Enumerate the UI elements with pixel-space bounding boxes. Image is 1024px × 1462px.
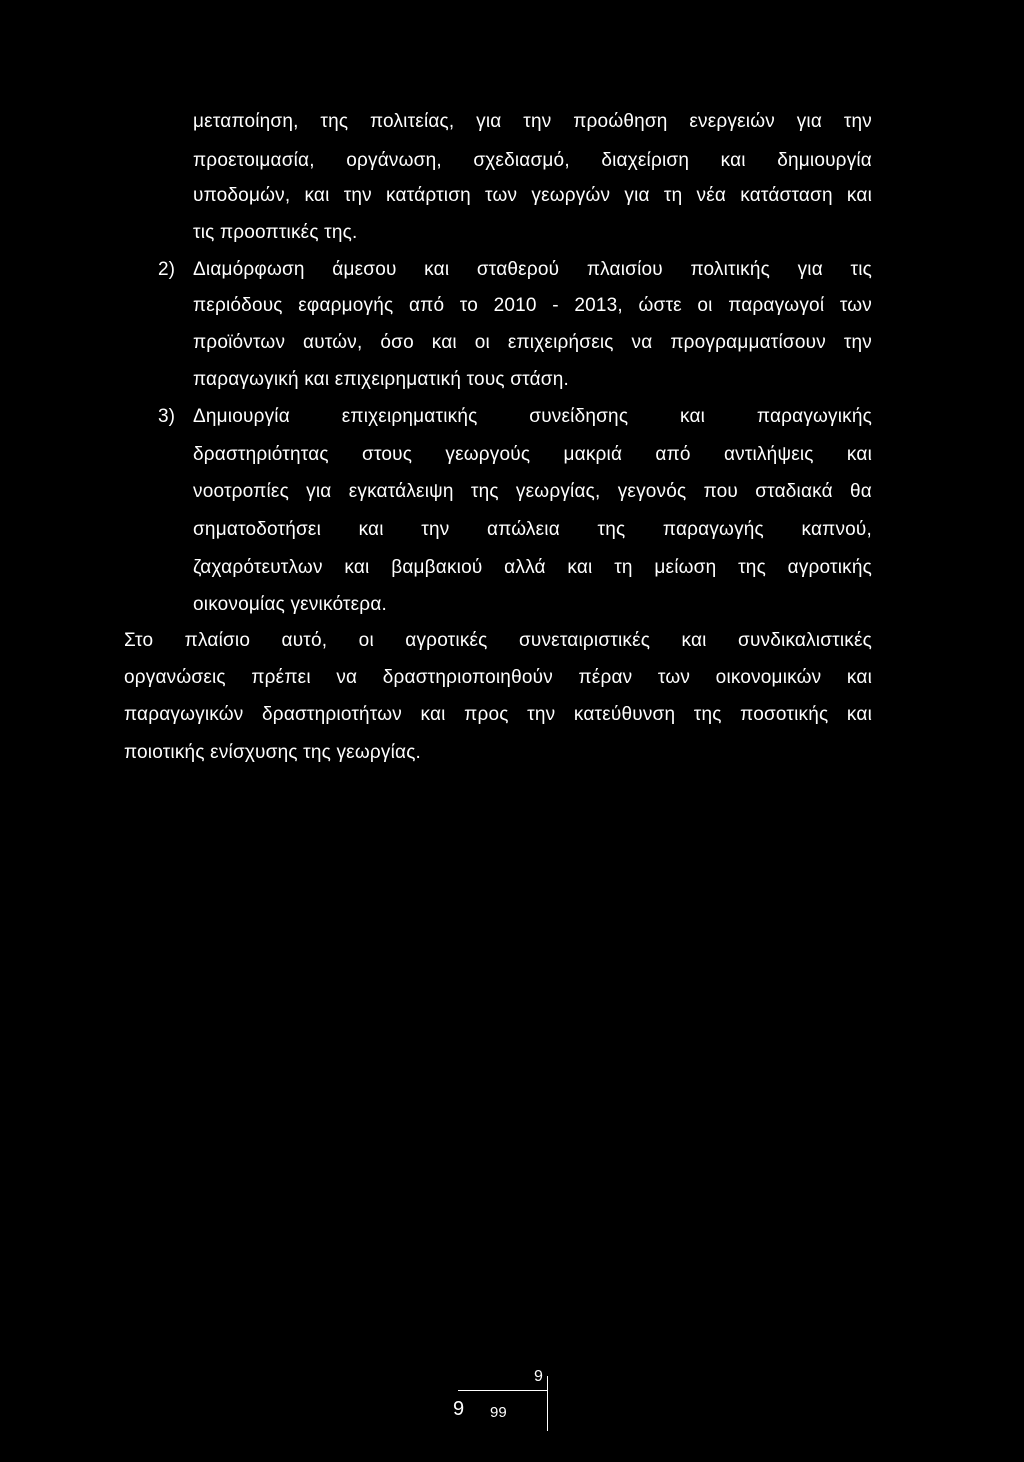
item2-line-2: περιόδους εφαρμογής από το 2010 - 2013, ώστε οι παραγωγοί των [193, 295, 872, 316]
item3-line-5: ζαχαρότευτλων και βαμβακιού αλλά και τη μείωση της αγροτικής [193, 557, 872, 578]
footer-rule [458, 1390, 548, 1391]
item3-line-4: σηματοδοτήσει και την απώλεια της παραγωγής καπνού, [193, 519, 872, 540]
item2-number: 2) [158, 259, 175, 280]
handwritten-mark-top: 9 [534, 1368, 543, 1385]
item1-line-3: υποδομών, και την κατάρτιση των γεωργών για τη νέα κατάσταση και [193, 185, 872, 206]
page-number: 99 [490, 1404, 507, 1421]
closing-line-1: Στο πλαίσιο αυτό, οι αγροτικές συνεταιριστικές και συνδικαλιστικές [124, 630, 872, 651]
closing-line-2: οργανώσεις πρέπει να δραστηριοποιηθούν πέραν των οικονομικών και [124, 667, 872, 688]
item3-line-3: νοοτροπίες για εγκατάλειψη της γεωργίας, γεγονός που σταδιακά θα [193, 481, 872, 502]
item3-number: 3) [158, 406, 175, 427]
handwritten-mark-left: 9 [453, 1398, 465, 1420]
item3-line-2: δραστηριότητας στους γεωργούς μακριά από αντιλήψεις και [193, 444, 872, 465]
item2-line-1: Διαμόρφωση άμεσου και σταθερού πλαισίου πολιτικής για τις [193, 259, 872, 280]
page-footer [448, 1368, 568, 1438]
item1-line-4: τις προοπτικές της. [193, 222, 358, 243]
item1-line-1: μεταποίηση, της πολιτείας, για την προώθηση ενεργειών για την [193, 111, 872, 132]
item1-line-2: προετοιμασία, οργάνωση, σχεδιασμό, διαχείριση και δημιουργία [193, 150, 872, 171]
item2-line-4: παραγωγική και επιχειρηματική τους στάση. [193, 369, 569, 390]
item3-line-1: Δημιουργία επιχειρηματικής συνείδησης και παραγωγικής [193, 406, 872, 427]
closing-line-3: παραγωγικών δραστηριοτήτων και προς την κατεύθυνση της ποσοτικής και [124, 704, 872, 725]
footer-vertical-bar [547, 1376, 548, 1431]
item2-line-3: προϊόντων αυτών, όσο και οι επιχειρήσεις να προγραμματίσουν την [193, 332, 872, 353]
closing-line-4: ποιοτικής ενίσχυσης της γεωργίας. [124, 742, 422, 763]
item3-line-6: οικονομίας γενικότερα. [193, 594, 387, 615]
